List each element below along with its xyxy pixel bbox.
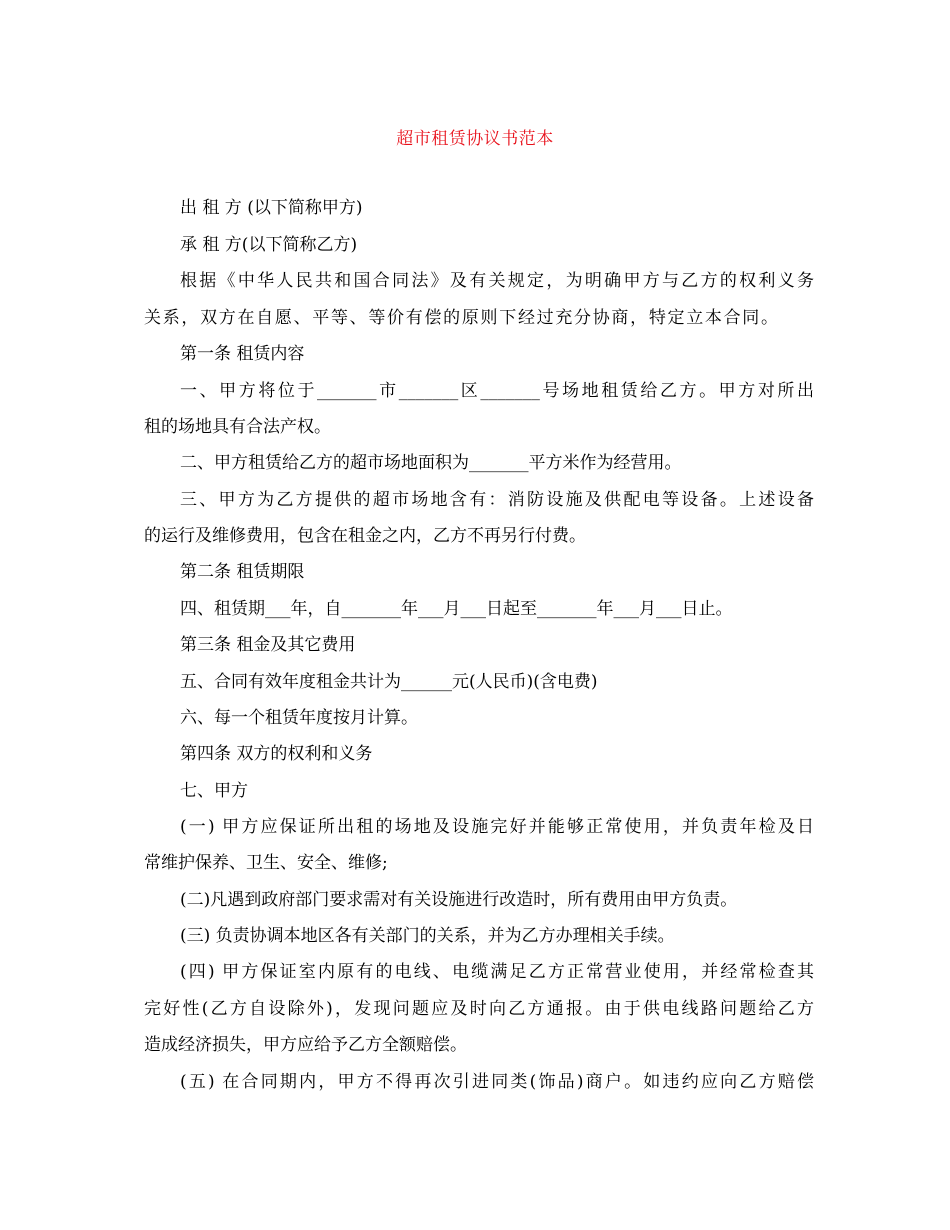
paragraph-line: (一) 甲方应保证所出租的场地及设施完好并能够正常使用，并负责年检及日 xyxy=(180,817,814,837)
paragraph-line: 租的场地具有合法产权。 xyxy=(144,417,331,437)
paragraph-line-lessor: 出 租 方 (以下简称甲方) xyxy=(180,198,363,218)
paragraph-line: 五、合同有效年度租金共计为______元(人民币)(含电费) xyxy=(180,672,598,692)
paragraph-line: 的运行及维修费用，包含在租金之内，乙方不再另行付费。 xyxy=(144,526,586,546)
document-title: 超市租赁协议书范本 xyxy=(396,129,554,149)
paragraph-line: 六、每一个租赁年度按月计算。 xyxy=(180,708,418,728)
paragraph-line: 造成经济损失，甲方应给予乙方全额赔偿。 xyxy=(144,1035,467,1055)
paragraph-line: 三、甲方为乙方提供的超市场地含有：消防设施及供配电等设备。上述设备 xyxy=(180,490,814,510)
section-heading: 第一条 租赁内容 xyxy=(180,344,305,364)
paragraph-line: (二)凡遇到政府部门要求需对有关设施进行改造时，所有费用由甲方负责。 xyxy=(180,890,738,910)
paragraph-line: (三) 负责协调本地区各有关部门的关系，并为乙方办理相关手续。 xyxy=(180,926,675,946)
paragraph-line: 七、甲方 xyxy=(180,781,248,801)
section-heading: 第三条 租金及其它费用 xyxy=(180,635,356,655)
paragraph-line: 完好性(乙方自设除外)，发现问题应及时向乙方通报。由于供电线路问题给乙方 xyxy=(144,999,814,1019)
paragraph-line-lessee: 承 租 方(以下简称乙方) xyxy=(180,235,358,255)
paragraph-line: (四) 甲方保证室内原有的电线、电缆满足乙方正常营业使用，并经常检查其 xyxy=(180,962,814,982)
paragraph-line: 二、甲方租赁给乙方的超市场地面积为_______平方米作为经营用。 xyxy=(180,453,682,473)
section-heading: 第四条 双方的权利和义务 xyxy=(180,744,373,764)
paragraph-line: 四、租赁期___年，自_______年___月___日起至_______年___月___日止。 xyxy=(180,599,733,619)
paragraph-line: 关系，双方在自愿、平等、等价有偿的原则下经过充分协商，特定立本合同。 xyxy=(144,308,778,328)
section-heading: 第二条 租赁期限 xyxy=(180,562,305,582)
paragraph-line: 一、甲方将位于_______市_______区_______号场地租赁给乙方。甲方对所出 xyxy=(180,381,814,401)
paragraph-line: (五) 在合同期内，甲方不得再次引进同类(饰品)商户。如违约应向乙方赔偿 xyxy=(180,1072,814,1092)
paragraph-line: 根据《中华人民共和国合同法》及有关规定，为明确甲方与乙方的权利义务 xyxy=(180,271,814,291)
paragraph-line: 常维护保养、卫生、安全、维修; xyxy=(144,853,388,873)
